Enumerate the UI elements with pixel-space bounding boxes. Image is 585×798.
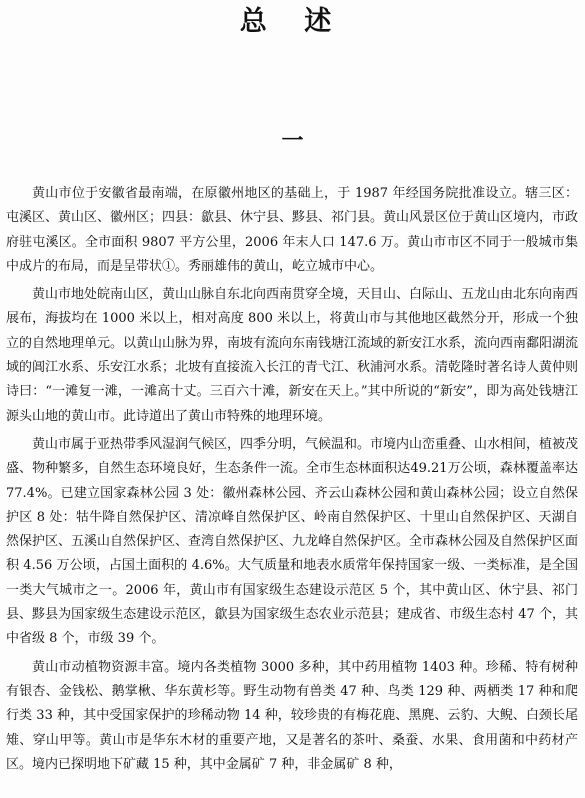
page-title: 总 述 <box>239 6 346 37</box>
section-number: 一 <box>281 129 304 154</box>
paragraph-geography: 黄山市地处皖南山区，黄山山脉自东北向西南贯穿全境，天目山、白际山、五龙山由北东向南西展布，海拔均在 1000 米以上，相对高度 800 米以上，将黄山市与其他地区截然分开，形成一个独立的自然地理单元。以黄山山脉为界，南坡有流向东南钱塘江流域的新安江水系，流向西南鄱阳湖流域的阊江水系、乐安江水系；北坡有直接流入长江的青弋江、秋浦河水系。清乾隆时著名诗人黄仲则诗曰：“一滩复一滩，一滩高十丈。三百六十滩，新安在天上。”其中所说的“新安”，即为高处钱塘江源头山地的黄山市。此诗道出了黄山市特殊的地理环境。 <box>6 287 579 424</box>
paragraph-climate-ecology: 黄山市属于亚热带季风湿润气候区，四季分明，气候温和。市境内山峦重叠、山水相间，植被茂盛、物种繁多，自然生态环境良好，生态条件一流。全市生态林面积达49.21万公顷，森林覆盖率达 77.4%。已建立国家森林公园 3 处：徽州森林公园、齐云山森林公园和黄山森林公园；设立自然保护区 8 处：牯牛降自然保护区、清凉峰自然保护区、岭南自然保护区、十里山自然保护区、天湖自然保护区、五溪山自然保护区、查湾自然保护区、九龙峰自然保护区。全市森林公园及自然保护区面积 4.56 万公顷，占国土面积的 4.6%。大气质量和地表水质常年保持国家一级、一类标准，是全国一类大气城市之一。2006 年，黄山市有国家级生态建设示范区 5 个，其中黄山区、休宁县、祁门县、黟县为国家级生态建设示范区，歙县为国家级生态农业示范县；建成省、市级生态村 47 个，其中省级 8 个，市级 39 个。 <box>6 436 579 647</box>
paragraph-resources: 黄山市动植物资源丰富。境内各类植物 3000 多种，其中药用植物 1403 种。珍稀、特有树种有银杏、金钱松、鹅掌楸、华东黄杉等。野生动物有兽类 47 种、鸟类 129 种、两栖类 17 种和爬行类 33 种，其中受国家保护的珍稀动物 14 种，较珍贵的有梅花鹿、黑麂、云豹、大鲵、白颈长尾雉、穿山甲等。黄山市是华东木材的重要产地，又是著名的茶叶、桑蚕、水果、食用菌和中药材产区。境内已探明地下矿藏 15 种，其中金属矿 7 种，非金属矿 8 种， <box>6 659 578 772</box>
paragraph-location: 黄山市位于安徽省最南端，在原徽州地区的基础上，于 1987 年经国务院批准设立。辖三区：屯溪区、黄山区、徽州区；四县：歙县、休宁县、黟县、祁门县。黄山风景区位于黄山区境内，市政府驻屯溪区。全市面积 9807 平方公里，2006 年末人口 147.6 万。黄山市市区不同于一般城市集中成片的布局，而是呈带状①。秀丽雄伟的黄山，屹立城市中心。 <box>6 186 579 274</box>
body-text <box>6 182 578 781</box>
